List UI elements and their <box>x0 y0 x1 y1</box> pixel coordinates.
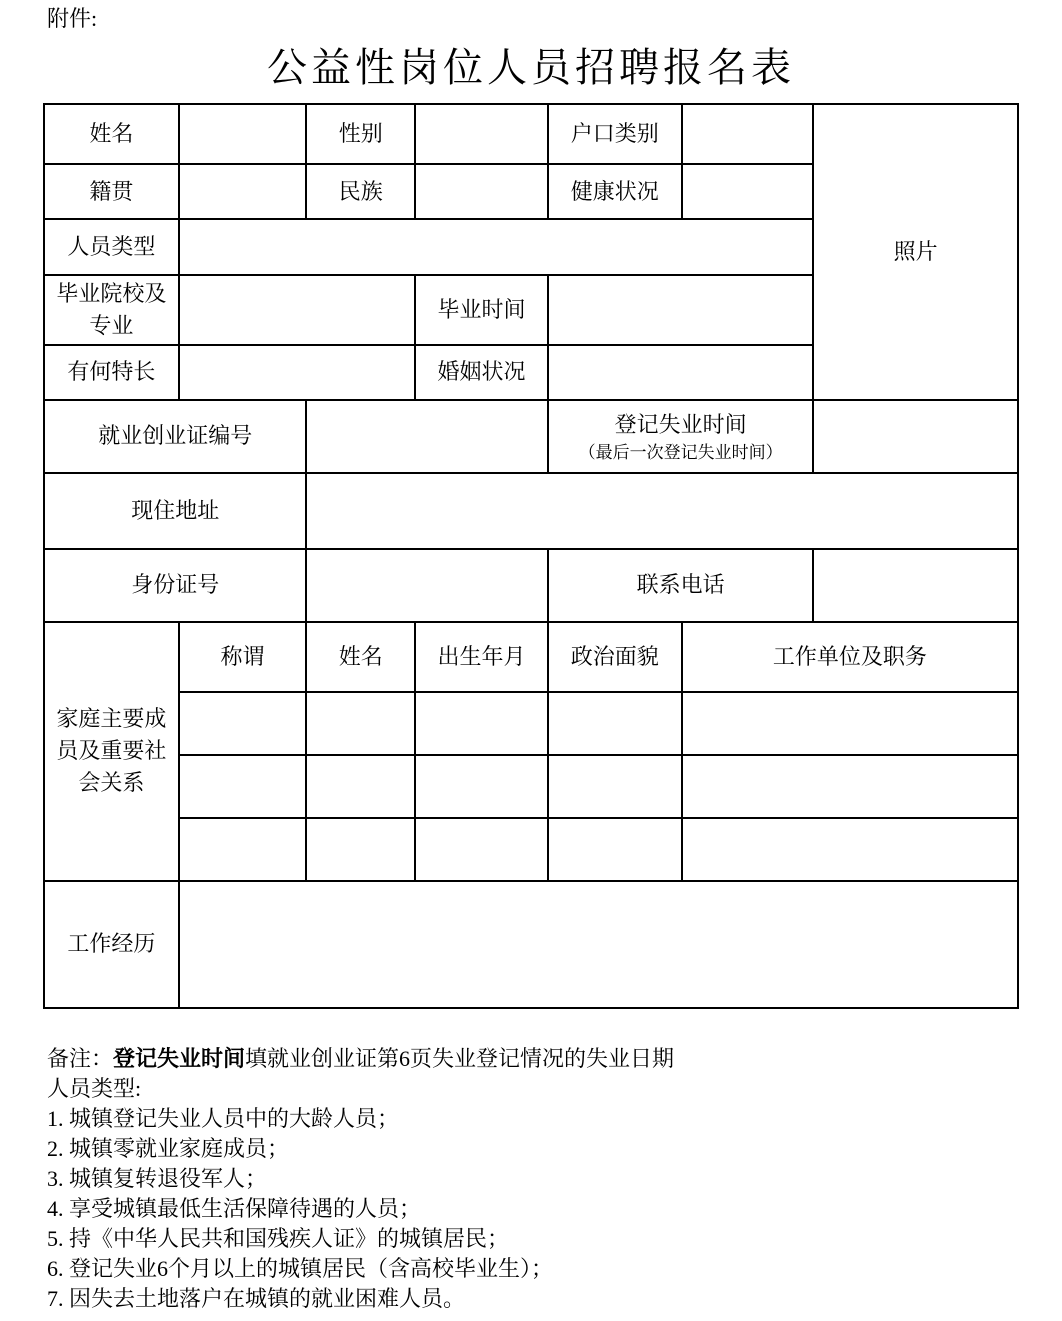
family-col-name: 姓名 <box>306 622 415 692</box>
family-workunit-cell[interactable] <box>682 755 1018 818</box>
native-place-label: 籍贯 <box>44 164 179 219</box>
family-name-cell[interactable] <box>306 692 415 755</box>
phone-value-cell[interactable] <box>813 549 1018 622</box>
family-col-relation: 称谓 <box>179 622 307 692</box>
hukou-type-label: 户口类别 <box>548 104 682 164</box>
current-address-label: 现住地址 <box>44 473 306 549</box>
school-major-label: 毕业院校及专业 <box>44 275 179 345</box>
hukou-type-value-cell[interactable] <box>682 104 814 164</box>
remark-prefix: 备注： <box>47 1046 114 1071</box>
ethnicity-label: 民族 <box>306 164 415 219</box>
personnel-type-value-cell[interactable] <box>179 219 814 275</box>
graduation-time-label: 毕业时间 <box>415 275 548 345</box>
family-col-birthdate: 出生年月 <box>415 622 548 692</box>
attachment-label: 附件: <box>47 6 98 31</box>
employment-cert-no-value-cell[interactable] <box>306 400 548 473</box>
remark-line <box>47 1044 1022 1074</box>
family-member-row <box>44 755 1018 818</box>
health-value-cell[interactable] <box>682 164 814 219</box>
application-form-table <box>43 103 1019 1009</box>
family-political-status-cell[interactable] <box>548 818 682 881</box>
family-political-status-cell[interactable] <box>548 755 682 818</box>
name-label: 姓名 <box>44 104 179 164</box>
page-title: 公益性岗位人员招聘报名表 <box>267 45 795 90</box>
family-group-label: 家庭主要成员及重要社会关系 <box>44 622 179 881</box>
photo-cell[interactable] <box>813 104 1018 400</box>
personnel-type-heading: 人员类型: <box>47 1076 142 1101</box>
family-birthdate-cell[interactable] <box>415 692 548 755</box>
gender-value-cell[interactable] <box>415 104 548 164</box>
personnel-type-item-5: 5. 持《中华人民共和国残疾人证》的城镇居民； <box>47 1226 510 1251</box>
school-major-value-cell[interactable] <box>179 275 415 345</box>
id-number-value-cell[interactable] <box>306 549 548 622</box>
native-place-value-cell[interactable] <box>179 164 307 219</box>
family-relation-cell[interactable] <box>179 692 307 755</box>
unemployment-reg-time-title: 登记失业时间 <box>614 411 747 437</box>
row-employment-cert <box>44 400 1018 473</box>
unemployment-reg-time-value-cell[interactable] <box>813 400 1018 473</box>
row-family-header <box>44 622 1018 692</box>
personnel-type-item-7: 7. 因失去土地落户在城镇的就业困难人员。 <box>47 1286 466 1311</box>
family-workunit-cell[interactable] <box>682 692 1018 755</box>
specialty-label: 有何特长 <box>44 345 179 400</box>
gender-label: 性别 <box>306 104 415 164</box>
marital-status-label: 婚姻状况 <box>415 345 548 400</box>
personnel-type-item-2: 2. 城镇零就业家庭成员； <box>47 1136 290 1161</box>
row-id-phone <box>44 549 1018 622</box>
health-label: 健康状况 <box>548 164 682 219</box>
name-value-cell[interactable] <box>179 104 307 164</box>
work-experience-label: 工作经历 <box>44 881 179 1008</box>
row-current-address <box>44 473 1018 549</box>
current-address-value-cell[interactable] <box>306 473 1018 549</box>
work-experience-value-cell[interactable] <box>179 881 1018 1008</box>
family-member-row <box>44 692 1018 755</box>
unemployment-reg-time-subnote: （最后一次登记失业时间） <box>578 442 783 462</box>
personnel-type-item-1: 1. 城镇登记失业人员中的大龄人员； <box>47 1106 400 1131</box>
family-workunit-cell[interactable] <box>682 818 1018 881</box>
remark-bold-term: 登记失业时间 <box>113 1046 246 1071</box>
unemployment-reg-time-label <box>548 400 813 473</box>
family-relation-cell[interactable] <box>179 755 307 818</box>
row-work-experience <box>44 881 1018 1008</box>
personnel-type-item-3: 3. 城镇复转退役军人； <box>47 1166 268 1191</box>
family-political-status-cell[interactable] <box>548 692 682 755</box>
row-name-gender-hukou <box>44 104 1018 164</box>
family-col-political-status: 政治面貌 <box>548 622 682 692</box>
marital-status-value-cell[interactable] <box>548 345 813 400</box>
family-birthdate-cell[interactable] <box>415 818 548 881</box>
family-birthdate-cell[interactable] <box>415 755 548 818</box>
family-relation-cell[interactable] <box>179 818 307 881</box>
id-number-label: 身份证号 <box>44 549 306 622</box>
notes-section <box>47 1044 1022 1314</box>
ethnicity-value-cell[interactable] <box>415 164 548 219</box>
family-col-workunit-position: 工作单位及职务 <box>682 622 1018 692</box>
photo-label: 照片 <box>893 238 938 264</box>
personnel-type-label: 人员类型 <box>44 219 179 275</box>
specialty-value-cell[interactable] <box>179 345 415 400</box>
phone-label: 联系电话 <box>548 549 813 622</box>
family-member-row <box>44 818 1018 881</box>
personnel-type-item-6: 6. 登记失业6个月以上的城镇居民（含高校毕业生）； <box>47 1256 554 1281</box>
family-name-cell[interactable] <box>306 755 415 818</box>
family-name-cell[interactable] <box>306 818 415 881</box>
graduation-time-value-cell[interactable] <box>548 275 813 345</box>
personnel-type-item-4: 4. 享受城镇最低生活保障待遇的人员； <box>47 1196 422 1221</box>
employment-cert-no-label: 就业创业证编号 <box>44 400 306 473</box>
remark-rest: 填就业创业证第6页失业登记情况的失业日期 <box>245 1046 675 1071</box>
